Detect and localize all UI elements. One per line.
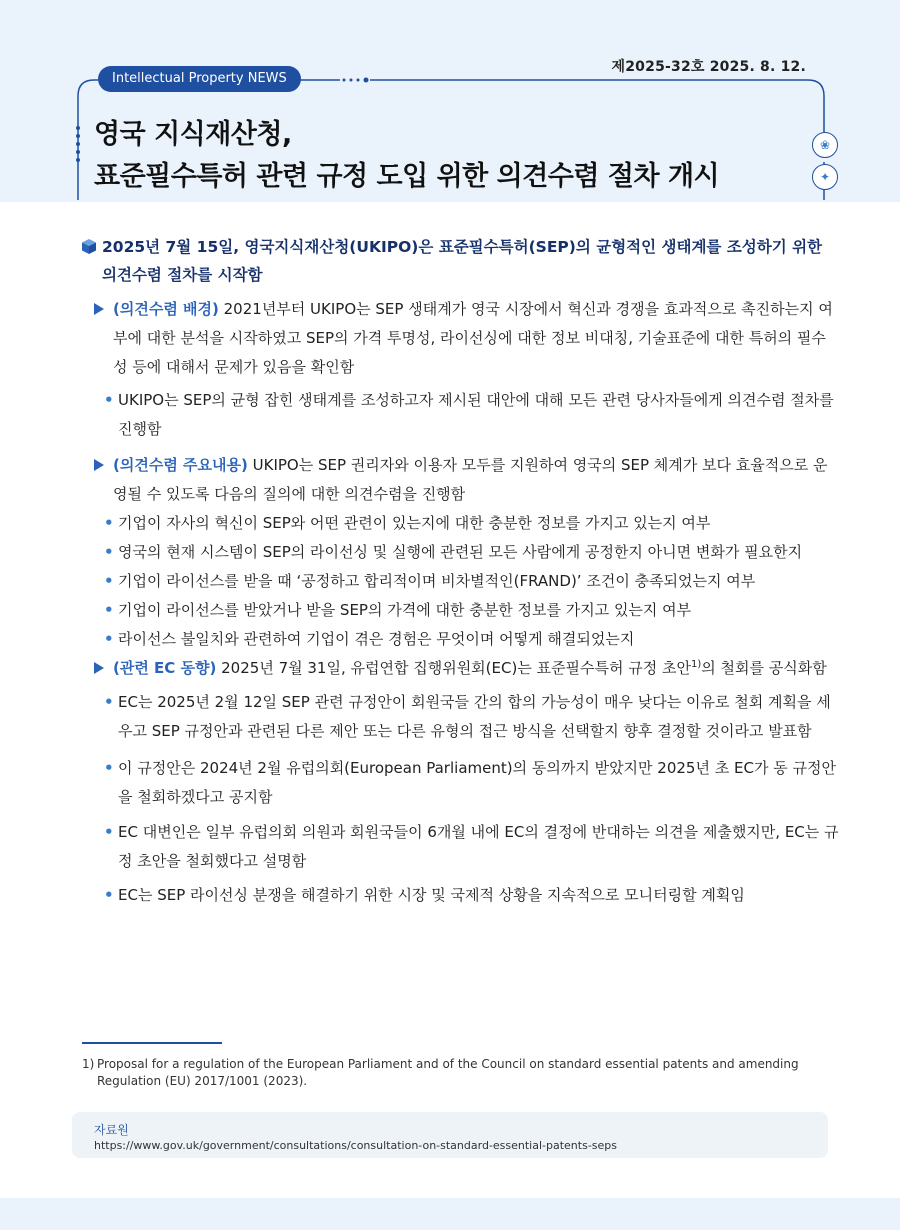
main-heading-text: 2025년 7월 15일, 영국지식재산청(UKIPO)은 표준필수특허(SEP)의 균형적인 생태계를 조성하기 위한 의견수렴 절차를 시작함 bbox=[102, 238, 823, 284]
footnote-number: 1) bbox=[82, 1057, 95, 1071]
section-text: 2021년부터 UKIPO는 SEP 생태계가 영국 시장에서 혁신과 경쟁을 효과적으로 촉진하는지 여부에 대한 분석을 시작하였고 SEP의 가격 투명성, 라이선싱에 대한 정보 비대칭, 기술표준에 대한 특허의 필수성 등에 대해서 문제가 있음을 확인함 bbox=[113, 300, 833, 376]
section-text: 2025년 7월 31일, 유럽연합 집행위원회(EC)는 표준필수특허 규정 초안 bbox=[216, 659, 692, 677]
list-item bbox=[104, 386, 840, 444]
dot-bullet-icon: • bbox=[104, 572, 114, 590]
list-item-text: UKIPO는 SEP의 균형 잡힌 생태계를 조성하고자 제시된 대안에 대해 모든 관련 당사자들에게 의견수렴 절차를 진행함 bbox=[118, 391, 834, 438]
footnote bbox=[82, 1056, 828, 1090]
globe-icon: ✦ bbox=[812, 164, 838, 190]
list-item bbox=[104, 881, 840, 910]
issue-number-date: 제2025-32호 2025. 8. 12. bbox=[611, 59, 806, 75]
list-item-text: EC 대변인은 일부 유럽의회 의원과 회원국들이 6개월 내에 EC의 결정에 반대하는 의견을 제출했지만, EC는 규정 초안을 철회했다고 설명함 bbox=[118, 823, 839, 870]
dot-bullet-icon: • bbox=[104, 601, 114, 619]
list-item bbox=[104, 509, 840, 538]
list-item-text: 기업이 라이선스를 받았거나 받을 SEP의 가격에 대한 충분한 정보를 가지고 있는지 여부 bbox=[118, 601, 692, 619]
list-item-text: 기업이 라이선스를 받을 때 ‘공정하고 합리적이며 비차별적인(FRAND)’ 조건이 충족되었는지 여부 bbox=[118, 572, 756, 590]
list-item-text: EC는 SEP 라이선싱 분쟁을 해결하기 위한 시장 및 국제적 상황을 지속적으로 모니터링할 계획임 bbox=[118, 886, 745, 904]
dot-bullet-icon: • bbox=[104, 630, 114, 648]
triangle-bullet-icon bbox=[94, 303, 104, 315]
dot-bullet-icon: • bbox=[104, 759, 114, 777]
list-item-text: EC는 2025년 2월 12일 SEP 관련 규정안이 회원국들 간의 합의 가능성이 매우 낮다는 이유로 철회 계획을 세우고 SEP 규정안과 관련된 다른 제안 또는 다른 유형의 접근 방식을 선택할지 향후 결정할 것이라고 발표함 bbox=[118, 693, 831, 740]
list-item bbox=[104, 688, 840, 746]
dot-bullet-icon: • bbox=[104, 886, 114, 904]
section-text-end: 의 철회를 공식화함 bbox=[701, 659, 827, 677]
dot-bullet-icon: • bbox=[104, 514, 114, 532]
dot-bullet-icon: • bbox=[104, 693, 114, 711]
dot-bullet-icon: • bbox=[104, 823, 114, 841]
main-heading bbox=[82, 233, 842, 289]
list-item bbox=[104, 818, 840, 876]
source-box bbox=[72, 1112, 828, 1158]
list-item bbox=[104, 754, 840, 812]
list-item bbox=[104, 625, 840, 654]
dot-bullet-icon: • bbox=[104, 391, 114, 409]
section-background bbox=[94, 295, 840, 382]
cube-bullet-icon bbox=[82, 239, 96, 254]
page-title bbox=[94, 114, 814, 198]
page-title-line-1: 영국 지식재산청, bbox=[94, 119, 292, 150]
triangle-bullet-icon bbox=[94, 459, 104, 471]
triangle-bullet-icon bbox=[94, 662, 104, 674]
footnote-divider bbox=[82, 1042, 222, 1044]
footnote-reference: 1) bbox=[691, 659, 702, 670]
list-item-text: 라이선스 불일치와 관련하여 기업이 겪은 경험은 무엇이며 어떻게 해결되었는지 bbox=[118, 630, 635, 648]
list-item bbox=[104, 596, 840, 625]
source-url-link[interactable]: https://www.gov.uk/government/consultations/consultation-on-standard-essential-patents-seps bbox=[94, 1139, 617, 1152]
list-item bbox=[104, 538, 840, 567]
list-item bbox=[104, 567, 840, 596]
section-label: (의견수렴 배경) bbox=[113, 300, 219, 318]
source-label: 자료원 bbox=[94, 1123, 129, 1137]
section-ec-trends bbox=[94, 654, 840, 683]
page-title-line-2: 표준필수특허 관련 규정 도입 위한 의견수렴 절차 개시 bbox=[94, 161, 720, 192]
list-item-text: 이 규정안은 2024년 2월 유럽의회(European Parliament)의 동의까지 받았지만 2025년 초 EC가 동 규정안을 철회하겠다고 공지함 bbox=[118, 759, 836, 806]
list-item-text: 영국의 현재 시스템이 SEP의 라이선싱 및 실행에 관련된 모든 사람에게 공정한지 아니면 변화가 필요한지 bbox=[118, 543, 803, 561]
newsletter-badge: Intellectual Property NEWS bbox=[98, 66, 301, 92]
section-label: (관련 EC 동향) bbox=[113, 659, 217, 677]
section-main-content bbox=[94, 451, 840, 509]
section-text: UKIPO는 SEP 권리자와 이용자 모두를 지원하여 영국의 SEP 체계가 보다 효율적으로 운영될 수 있도록 다음의 질의에 대한 의견수렴을 진행함 bbox=[113, 456, 828, 503]
list-item-text: 기업이 자사의 혁신이 SEP와 어떤 관련이 있는지에 대한 충분한 정보를 가지고 있는지 여부 bbox=[118, 514, 711, 532]
section-label: (의견수렴 주요내용) bbox=[113, 456, 248, 474]
footnote-text: Proposal for a regulation of the European Parliament and of the Council on standard essential patents and amending Regulation (EU) 2017/1001 (2023). bbox=[97, 1057, 799, 1088]
dot-bullet-icon: • bbox=[104, 543, 114, 561]
footer-background bbox=[0, 1198, 900, 1230]
leaf-icon: ❀ bbox=[812, 132, 838, 158]
